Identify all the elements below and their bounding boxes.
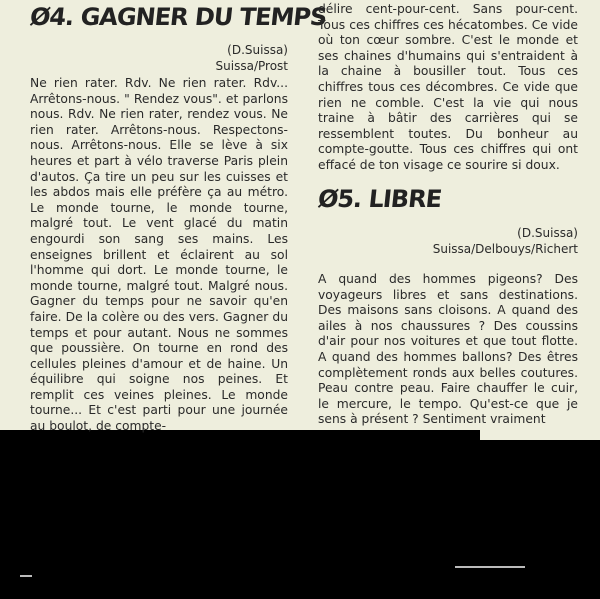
scan-speck: [20, 575, 32, 577]
credit-author: (D.Suissa): [227, 43, 288, 57]
lyrics-05: A quand des hommes pigeons? Des voyageurs libres et sans destinations. Des maisons sans cloisons. A quand des ailes à nos chaussures ? Des coussins d'air pour nos voitures et que tout flotte. A quand des hommes ballons? Des êtres complètement ronds aux belles coutures. Peau contre peau. Faire chauffer le cuir, le mercure, le tempo. Qu'est-ce que je sens à présent ? Sentiment vraiment: [318, 272, 578, 427]
credit-composers: Suissa/Delbouys/Richert: [432, 242, 578, 256]
song-credit-04: [88, 42, 288, 74]
credit-author: (D.Suissa): [517, 226, 578, 240]
credit-composers: Suissa/Prost: [215, 59, 288, 73]
song-title-05: Ø5. LIBRE: [316, 185, 443, 213]
song-credit-05: [358, 225, 578, 257]
lyrics-04: Ne rien rater. Rdv. Ne rien rater. Rdv... Arrêtons-nous. " Rendez vous". et parlons nous. Rdv. Ne rien rater, rendez vous. Ne rien rater. Arrêtons-nous. Respectons-nous. Arrêtons-nous. Elle se lève à six heures et part à vélo traverse Paris plein d'autos. Ça tire un peu sur les cuisses et les abdos mais elle préfère ça au métro. Le monde tourne, le monde tourne, malgré tout. Le vent glacé du matin engourdi son sang ses mains. Les enseignes brillent et éclairent au sol l'homme qui dort. Le monde tourne, le monde tourne, malgré tout. Malgré nous. Gagner du temps pour ne savoir qu'en faire. De la colère ou des vers. Gagner du temps et pour autant. Nous ne sommes que poussière. On tourne en rond des cellules pleines d'amour et de haine. Un équilibre qui soigne nos peines. Et remplit ces veines pleines. Le monde tourne... Et c'est parti pour une journée au boulot, de compte-: [30, 76, 288, 434]
scan-speck: [455, 566, 525, 568]
lyrics-04-continued: délire cent-pour-cent. Sans pour-cent. Tous ces chiffres ces hécatombes. Ce vide où ton cœur sombre. C'est le monde et ses chaines d'humains qui s'entraident à la chaine à bousiller tout. Tous ces chiffres tous ces décombres. Ce vide que rien ne comble. C'est la vie qui nous traine à bâtir des carrières qui se ressemblent toutes. Du bonheur au compte-goutte. Tous ces chiffres qui ont effacé de ton visage ce sourire si doux.: [318, 2, 578, 172]
song-title-04: Ø4. GAGNER DU TEMPS: [28, 3, 328, 31]
